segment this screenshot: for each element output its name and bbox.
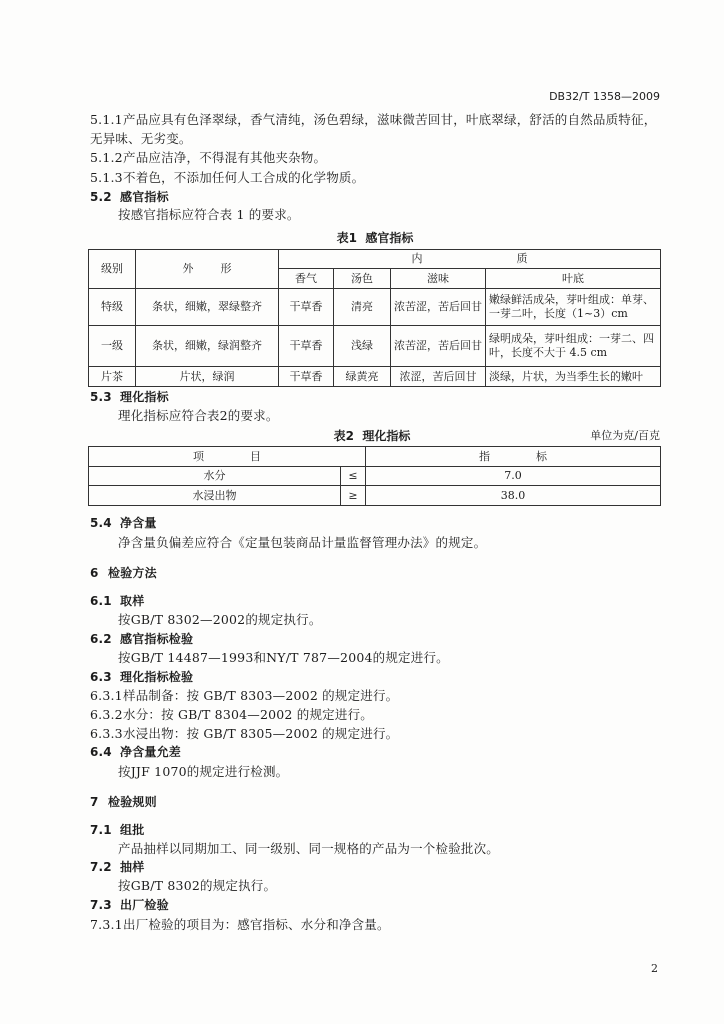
heading-5-3 xyxy=(90,389,169,405)
heading-title: 净含量允差 xyxy=(120,745,182,759)
cell-taste: 浓苦涩，苦后回甘 xyxy=(391,289,486,326)
clause-number: 6.3.3 xyxy=(90,726,123,741)
table-row xyxy=(89,367,661,387)
cell-grade: 片茶 xyxy=(89,367,136,387)
paragraph-5-3: 理化指标应符合表2的要求。 xyxy=(118,408,279,423)
heading-6-3 xyxy=(90,669,193,685)
cell-liquor-color: 浅绿 xyxy=(334,326,391,367)
cell-liquor-color: 绿黄亮 xyxy=(334,367,391,387)
table-row xyxy=(89,486,661,506)
cell-value: 38.0 xyxy=(366,486,661,506)
table-header-row xyxy=(89,447,661,467)
standard-code: DB32/T 1358—2009 xyxy=(549,90,660,103)
cell-appearance: 片状，绿润 xyxy=(136,367,279,387)
heading-title: 出厂检验 xyxy=(120,898,169,912)
heading-7 xyxy=(90,794,157,810)
page-number: 2 xyxy=(651,962,658,975)
clause-text: 水分：按 GB/T 8304—2002 的规定进行。 xyxy=(123,707,373,722)
heading-number: 5.3 xyxy=(90,390,112,404)
header-item: 项 目 xyxy=(89,447,366,467)
cell-taste: 浓苦涩，苦后回甘 xyxy=(391,326,486,367)
heading-title: 取样 xyxy=(120,594,145,608)
heading-title: 理化指标检验 xyxy=(120,670,194,684)
heading-title: 感官指标检验 xyxy=(120,632,194,646)
heading-number: 6.1 xyxy=(90,594,112,608)
clause-text: 产品应洁净，不得混有其他夹杂物。 xyxy=(123,150,327,165)
clause-number: 5.1.2 xyxy=(90,150,123,165)
heading-number: 6.2 xyxy=(90,632,112,646)
heading-number: 5.4 xyxy=(90,516,112,530)
clause-6-3-2 xyxy=(90,707,373,723)
table-row xyxy=(89,326,661,367)
clause-text: 出厂检验的项目为：感官指标、水分和净含量。 xyxy=(123,917,390,932)
paragraph-6-1: 按GB/T 8302—2002的规定执行。 xyxy=(118,612,322,627)
clause-text: 产品应具有色泽翠绿，香气清纯，汤色碧绿，滋味微苦回甘，叶底翠绿，舒活的自然品质特征， xyxy=(123,112,657,127)
clause-5-1-1-continuation: 无异味、无劣变。 xyxy=(90,131,192,146)
heading-6-4 xyxy=(90,744,181,760)
header-infused-leaf: 叶底 xyxy=(486,269,661,289)
cell-value: 7.0 xyxy=(366,467,661,486)
clause-5-1-2 xyxy=(90,150,326,166)
heading-number: 5.2 xyxy=(90,190,112,204)
cell-item: 水分 xyxy=(89,467,341,486)
header-appearance: 外 形 xyxy=(136,250,279,289)
sensory-table xyxy=(88,249,661,387)
heading-title: 组批 xyxy=(120,823,145,837)
paragraph-6-4: 按JJF 1070的规定进行检测。 xyxy=(118,764,289,779)
paragraph-5-4: 净含量负偏差应符合《定量包装商品计量监督管理办法》的规定。 xyxy=(118,535,487,550)
clause-5-1-3 xyxy=(90,170,364,186)
cell-appearance: 条状，细嫩，绿润整齐 xyxy=(136,326,279,367)
clause-text: 不着色，不添加任何人工合成的化学物质。 xyxy=(123,170,365,185)
heading-number: 7.2 xyxy=(90,860,112,874)
table1-caption: 表1 感官指标 xyxy=(336,231,414,245)
heading-title: 感官指标 xyxy=(120,190,169,204)
heading-5-2 xyxy=(90,189,169,205)
cell-appearance: 条状，细嫩，翠绿整齐 xyxy=(136,289,279,326)
cell-operator: ≤ xyxy=(341,467,366,486)
table2-caption: 表2 理化指标 xyxy=(333,429,411,443)
heading-7-3 xyxy=(90,897,169,913)
clause-number: 5.1.3 xyxy=(90,170,123,185)
cell-infused-leaf: 嫩绿鲜活成朵，芽叶组成：单芽、一芽二叶，长度（1~3）cm xyxy=(486,289,661,326)
paragraph-6-2: 按GB/T 14487—1993和NY/T 787—2004的规定进行。 xyxy=(118,650,449,665)
cell-taste: 浓涩，苦后回甘 xyxy=(391,367,486,387)
heading-title: 检验方法 xyxy=(108,566,157,580)
heading-title: 理化指标 xyxy=(120,390,169,404)
header-taste: 滋味 xyxy=(391,269,486,289)
header-aroma: 香气 xyxy=(279,269,334,289)
heading-6-2 xyxy=(90,631,193,647)
heading-number: 7 xyxy=(90,795,99,809)
cell-aroma: 干草香 xyxy=(279,289,334,326)
cell-item: 水浸出物 xyxy=(89,486,341,506)
clause-number: 6.3.2 xyxy=(90,707,123,722)
cell-grade: 一级 xyxy=(89,326,136,367)
clause-number: 5.1.1 xyxy=(90,112,123,127)
heading-number: 7.3 xyxy=(90,898,112,912)
heading-number: 7.1 xyxy=(90,823,112,837)
clause-number: 6.3.1 xyxy=(90,688,123,703)
cell-infused-leaf: 绿明成朵，芽叶组成：一芽二、四叶，长度不大于 4.5 cm xyxy=(486,326,661,367)
clause-text: 水浸出物：按 GB/T 8305—2002 的规定进行。 xyxy=(123,726,399,741)
heading-7-2 xyxy=(90,859,144,875)
physicochemical-table xyxy=(88,446,661,506)
heading-5-4 xyxy=(90,515,157,531)
heading-number: 6 xyxy=(90,566,99,580)
table-row xyxy=(89,467,661,486)
clause-6-3-3 xyxy=(90,726,398,742)
heading-6-1 xyxy=(90,593,144,609)
cell-liquor-color: 清亮 xyxy=(334,289,391,326)
table-header-row xyxy=(89,250,661,269)
header-index: 指 标 xyxy=(366,447,661,467)
header-internal-quality: 内 质 xyxy=(279,250,661,269)
paragraph-7-2: 按GB/T 8302的规定执行。 xyxy=(118,878,277,893)
clause-text: 样品制备：按 GB/T 8303—2002 的规定进行。 xyxy=(123,688,399,703)
paragraph-7-1: 产品抽样以同期加工、同一级别、同一规格的产品为一个检验批次。 xyxy=(118,841,500,856)
heading-title: 净含量 xyxy=(120,516,157,530)
table-row xyxy=(89,289,661,326)
heading-6 xyxy=(90,565,157,581)
heading-title: 抽样 xyxy=(120,860,145,874)
clause-7-3-1 xyxy=(90,917,390,933)
cell-grade: 特级 xyxy=(89,289,136,326)
cell-aroma: 干草香 xyxy=(279,326,334,367)
header-grade: 级别 xyxy=(89,250,136,289)
clause-5-1-1 xyxy=(90,112,656,128)
table2-unit: 单位为克/百克 xyxy=(590,429,660,442)
header-liquor-color: 汤色 xyxy=(334,269,391,289)
clause-6-3-1 xyxy=(90,688,398,704)
clause-number: 7.3.1 xyxy=(90,917,123,932)
cell-infused-leaf: 淡绿，片状，为当季生长的嫩叶 xyxy=(486,367,661,387)
cell-aroma: 干草香 xyxy=(279,367,334,387)
heading-7-1 xyxy=(90,822,144,838)
heading-title: 检验规则 xyxy=(108,795,157,809)
heading-number: 6.4 xyxy=(90,745,112,759)
paragraph-5-2: 按感官指标应符合表 1 的要求。 xyxy=(118,207,300,222)
heading-number: 6.3 xyxy=(90,670,112,684)
cell-operator: ≥ xyxy=(341,486,366,506)
